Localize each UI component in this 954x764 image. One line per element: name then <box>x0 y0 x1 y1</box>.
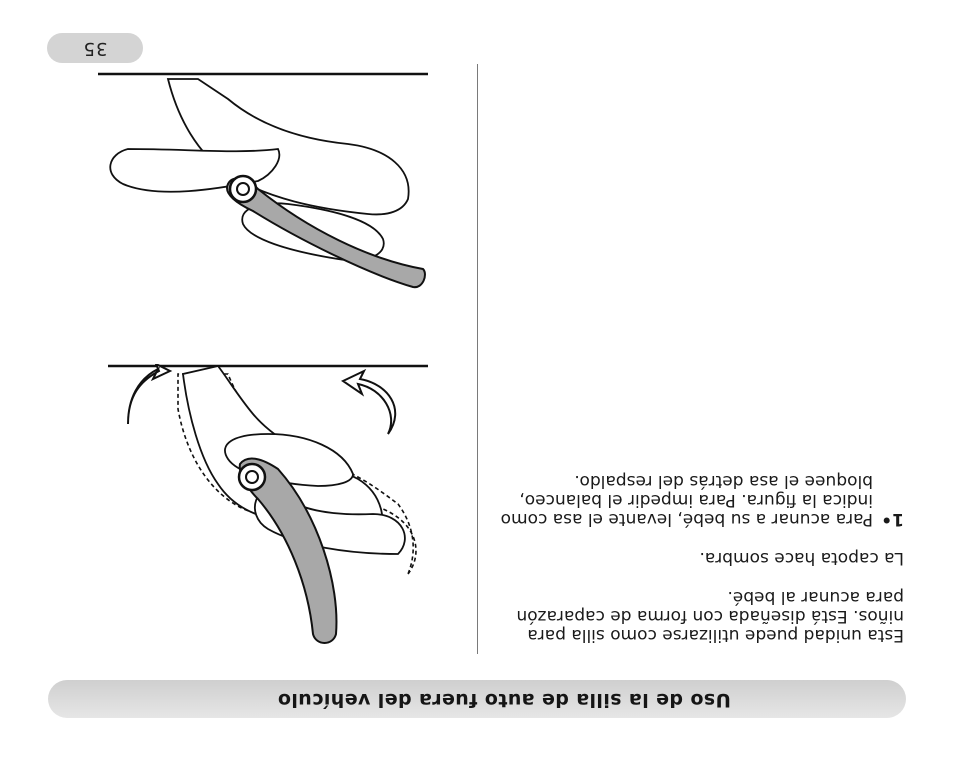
handle-pivot-inner <box>237 183 249 195</box>
page-number: 35 <box>82 38 108 59</box>
column-divider <box>477 64 478 654</box>
arrow-right <box>128 364 170 424</box>
arrow-left <box>343 371 395 434</box>
step-1-marker: 1• <box>881 509 904 529</box>
rocking-seat-illustration <box>98 364 428 664</box>
intro-paragraph: Esta unidad puede utilizarse como silla para niños. Está diseñada con forma de caparazón para acunar al bebé. <box>516 587 904 645</box>
locked-handle-illustration <box>98 69 428 299</box>
section-title: Uso de la silla de auto fuera del vehículo <box>277 689 731 711</box>
step-1-text: Para acunar a su bebé, levante el asa como indica la figura. Para impedir el balanceo, bloquee el asa detrás del respaldo. <box>500 471 873 529</box>
handle-pivot-inner <box>246 471 258 483</box>
seat-shell <box>168 79 409 214</box>
section-header-bar <box>48 680 906 718</box>
step-1 <box>494 471 904 528</box>
instructions-column <box>494 451 904 644</box>
page-number-pill <box>47 33 143 63</box>
canopy-paragraph: La capota hace sombra. <box>699 548 904 568</box>
